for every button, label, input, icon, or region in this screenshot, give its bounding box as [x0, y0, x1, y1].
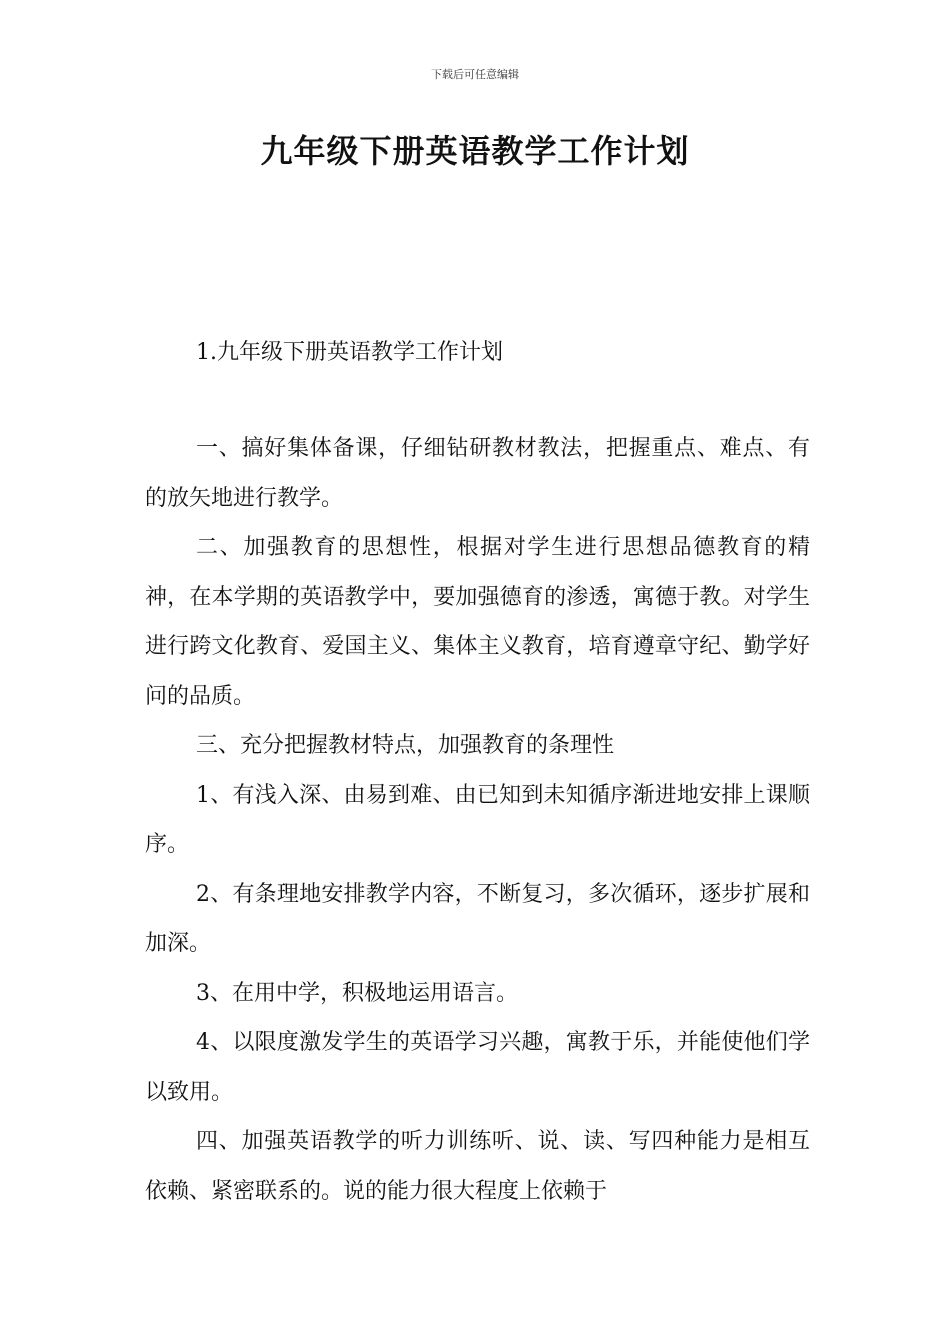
paragraph-2: 二、加强教育的思想性，根据对学生进行思想品德教育的精神，在本学期的英语教学中，要加强德育的渗透，寓德于教。对学生进行跨文化教育、爱国主义、集体主义教育，培育遵章守纪、勤学好问的品质。: [145, 535, 810, 709]
paragraph-6: 3、在用中学，积极地运用语言。: [196, 980, 518, 1006]
document-body: [145, 424, 810, 1216]
document-title: 九年级下册英语教学工作计划: [260, 132, 690, 170]
paragraph-1: 一、搞好集体备课，仔细钻研教材教法，把握重点、难点、有的放矢地进行教学。: [145, 436, 810, 511]
paragraph-4: 1、有浅入深、由易到难、由已知到未知循序渐进地安排上课顺序。: [145, 782, 810, 857]
page-header-note: 下载后可任意编辑: [431, 68, 519, 81]
paragraph-3: 三、充分把握教材特点，加强教育的条理性: [196, 733, 615, 758]
paragraph-7: 4、以限度激发学生的英语学习兴趣，寓教于乐，并能使他们学以致用。: [145, 1030, 810, 1105]
paragraph-5: 2、有条理地安排教学内容，不断复习，多次循环，逐步扩展和加深。: [145, 881, 810, 956]
section-heading: 1.九年级下册英语教学工作计划: [196, 340, 503, 365]
paragraph-8: 四、加强英语教学的听力训练听、说、读、写四种能力是相互依赖、紧密联系的。说的能力很大程度上依赖于: [145, 1129, 810, 1204]
